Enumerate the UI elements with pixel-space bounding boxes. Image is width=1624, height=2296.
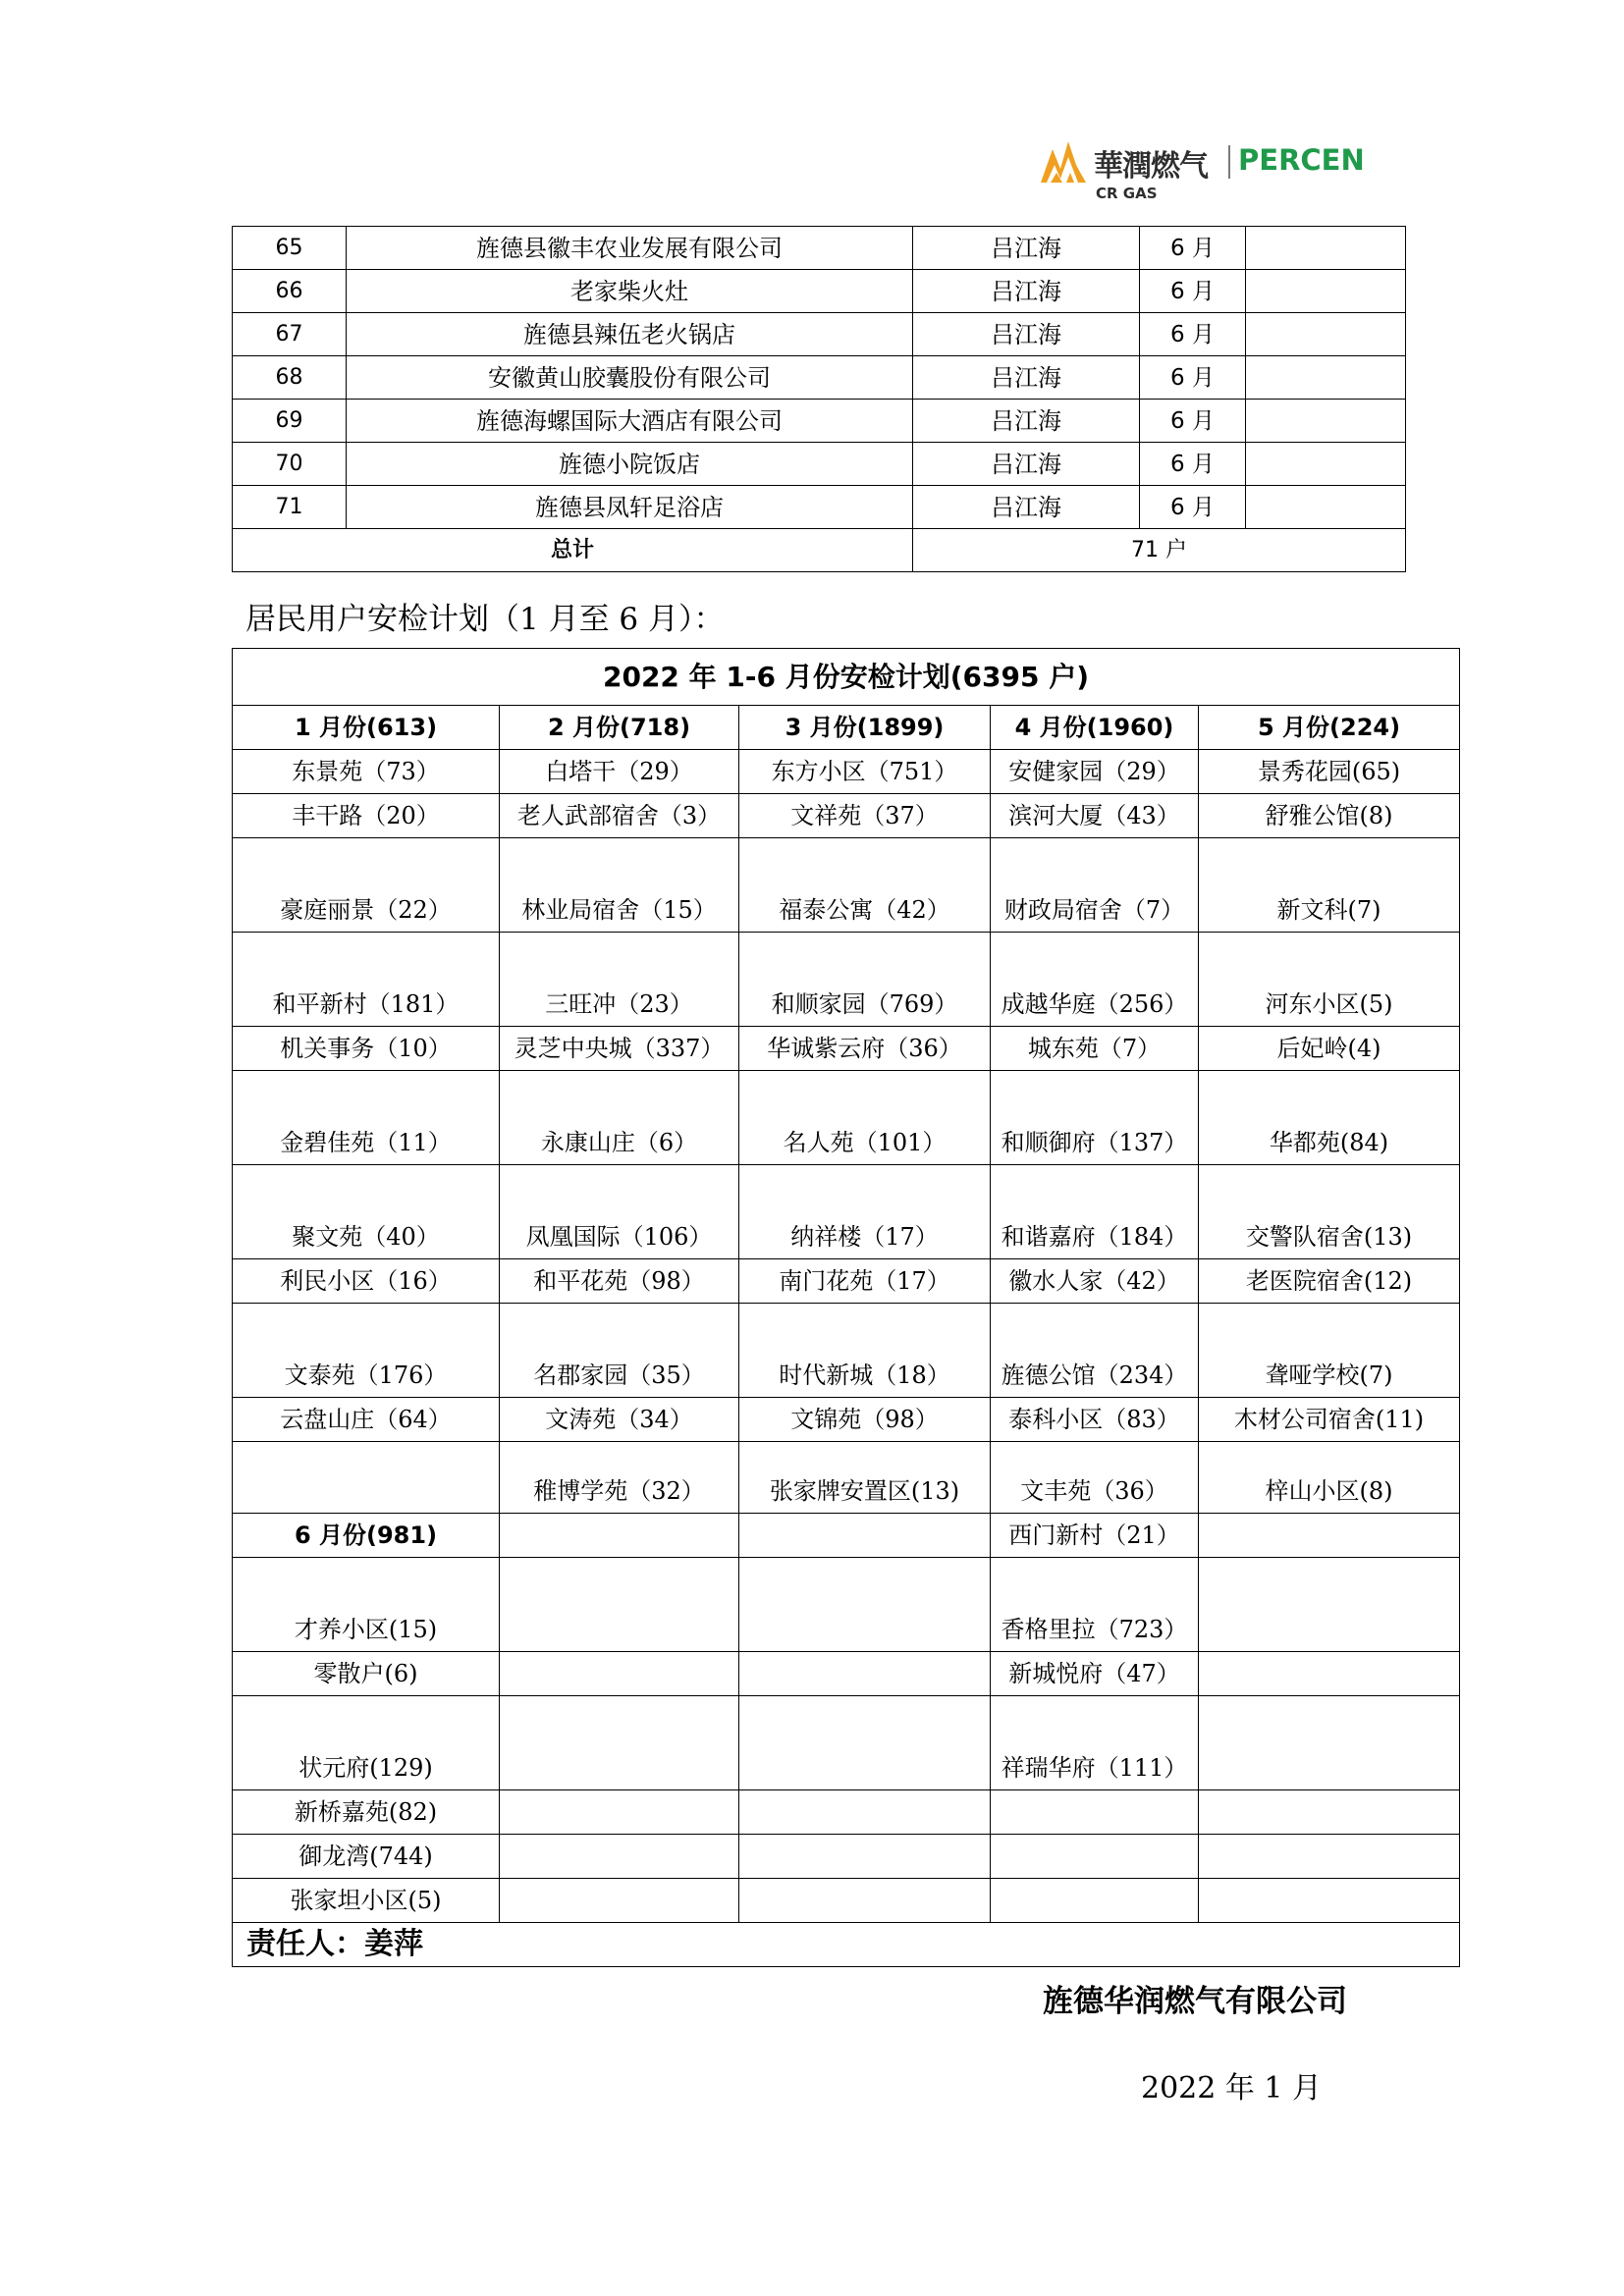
cell-name: 安徽黄山胶囊股份有限公司 <box>347 356 913 400</box>
plan-cell: 和平花苑（98） <box>500 1259 739 1304</box>
inspection-plan-table <box>232 648 1460 1967</box>
plan-cell: 河东小区(5) <box>1199 933 1460 1027</box>
plan-cell: 财政局宿舍（7） <box>991 838 1199 933</box>
plan-row <box>233 1304 1460 1398</box>
plan-cell <box>1199 1652 1460 1696</box>
cell-name: 旌德县徽丰农业发展有限公司 <box>347 227 913 270</box>
plan-cell <box>739 1835 991 1879</box>
plan-row <box>233 1398 1460 1442</box>
plan-cell: 云盘山庄（64） <box>233 1398 500 1442</box>
plan-cell: 祥瑞华府（111） <box>991 1696 1199 1790</box>
business-users-table <box>232 226 1406 572</box>
section-title: 居民用户安检计划（1 月至 6 月）： <box>245 602 725 637</box>
plan-cell: 新文科(7) <box>1199 838 1460 933</box>
plan-cell <box>991 1790 1199 1835</box>
plan-cell <box>991 1835 1199 1879</box>
plan-cell: 香格里拉（723） <box>991 1558 1199 1652</box>
cell-note <box>1246 443 1406 486</box>
cell-name: 旌德县辣伍老火锅店 <box>347 313 913 356</box>
cell-note <box>1246 400 1406 443</box>
plan-cell <box>739 1696 991 1790</box>
total-row <box>233 529 1406 572</box>
plan-cell <box>500 1514 739 1558</box>
cell-month: 6 月 <box>1140 270 1246 313</box>
plan-cell: 安健家园（29） <box>991 750 1199 794</box>
plan-cell: 和顺家园（769） <box>739 933 991 1027</box>
plan-cell: 滨河大厦（43） <box>991 794 1199 838</box>
cell-note <box>1246 313 1406 356</box>
total-value: 71 户 <box>913 529 1406 572</box>
cell-person: 吕江海 <box>913 356 1140 400</box>
plan-cell <box>233 1442 500 1514</box>
plan-cell: 张家牌安置区(13) <box>739 1442 991 1514</box>
cell-name: 旌德海螺国际大酒店有限公司 <box>347 400 913 443</box>
plan-cell: 城东苑（7） <box>991 1027 1199 1071</box>
cr-gas-mountain-icon <box>1039 135 1088 185</box>
plan-cell <box>1199 1558 1460 1652</box>
responsible-row <box>233 1923 1460 1967</box>
plan-cell: 交警队宿舍(13) <box>1199 1165 1460 1259</box>
plan-cell: 景秀花园(65) <box>1199 750 1460 794</box>
plan-cell: 豪庭丽景（22） <box>233 838 500 933</box>
cell-person: 吕江海 <box>913 227 1140 270</box>
plan-cell <box>991 1879 1199 1923</box>
plan-cell: 华都苑(84) <box>1199 1071 1460 1165</box>
plan-cell <box>500 1835 739 1879</box>
table-row <box>233 356 1406 400</box>
plan-cell: 张家坦小区(5) <box>233 1879 500 1923</box>
plan-row <box>233 1879 1460 1923</box>
cell-month: 6 月 <box>1140 443 1246 486</box>
plan-cell: 三旺冲（23） <box>500 933 739 1027</box>
table-row <box>233 270 1406 313</box>
plan-cell: 新桥嘉苑(82) <box>233 1790 500 1835</box>
plan-cell: 状元府(129) <box>233 1696 500 1790</box>
month-header: 1 月份(613) <box>233 706 500 750</box>
plan-row <box>233 1027 1460 1071</box>
logo-subtitle: CR GAS <box>1096 185 1158 202</box>
plan-title-row <box>233 649 1460 706</box>
plan-cell: 南门花苑（17） <box>739 1259 991 1304</box>
company-logo <box>1039 133 1373 210</box>
plan-cell <box>739 1514 991 1558</box>
plan-row <box>233 1514 1460 1558</box>
plan-cell: 文锦苑（98） <box>739 1398 991 1442</box>
plan-cell: 老医院宿舍(12) <box>1199 1259 1460 1304</box>
responsible-person: 责任人：姜萍 <box>233 1923 1460 1967</box>
plan-cell: 金碧佳苑（11） <box>233 1071 500 1165</box>
total-label: 总计 <box>233 529 913 572</box>
plan-cell: 新城悦府（47） <box>991 1652 1199 1696</box>
plan-cell: 成越华庭（256） <box>991 933 1199 1027</box>
logo-divider <box>1228 145 1230 179</box>
plan-cell: 白塔干（29） <box>500 750 739 794</box>
cell-month: 6 月 <box>1140 486 1246 529</box>
plan-cell: 梓山小区(8) <box>1199 1442 1460 1514</box>
cell-person: 吕江海 <box>913 270 1140 313</box>
plan-cell <box>500 1652 739 1696</box>
plan-cell <box>1199 1514 1460 1558</box>
plan-row <box>233 1071 1460 1165</box>
plan-row <box>233 794 1460 838</box>
plan-cell: 旌德公馆（234） <box>991 1304 1199 1398</box>
cell-month: 6 月 <box>1140 356 1246 400</box>
cell-no: 65 <box>233 227 347 270</box>
plan-cell: 聋哑学校(7) <box>1199 1304 1460 1398</box>
table-row <box>233 443 1406 486</box>
plan-cell: 名人苑（101） <box>739 1071 991 1165</box>
plan-cell: 丰干路（20） <box>233 794 500 838</box>
plan-cell <box>500 1790 739 1835</box>
plan-title: 2022 年 1-6 月份安检计划(6395 户) <box>233 649 1460 706</box>
month-header: 3 月份(1899) <box>739 706 991 750</box>
plan-cell <box>1199 1835 1460 1879</box>
plan-cell: 御龙湾(744) <box>233 1835 500 1879</box>
month-header: 4 月份(1960) <box>991 706 1199 750</box>
cell-no: 66 <box>233 270 347 313</box>
plan-cell: 聚文苑（40） <box>233 1165 500 1259</box>
plan-cell: 华诚紫云府（36） <box>739 1027 991 1071</box>
plan-cell: 泰科小区（83） <box>991 1398 1199 1442</box>
plan-cell <box>500 1558 739 1652</box>
plan-cell: 西门新村（21） <box>991 1514 1199 1558</box>
month-header-row <box>233 706 1460 750</box>
plan-cell: 木材公司宿舍(11) <box>1199 1398 1460 1442</box>
cell-note <box>1246 356 1406 400</box>
plan-cell: 和顺御府（137） <box>991 1071 1199 1165</box>
cell-month: 6 月 <box>1140 400 1246 443</box>
plan-cell: 灵芝中央城（337） <box>500 1027 739 1071</box>
cell-month: 6 月 <box>1140 227 1246 270</box>
plan-cell <box>1199 1696 1460 1790</box>
plan-cell: 零散户(6) <box>233 1652 500 1696</box>
plan-cell: 永康山庄（6） <box>500 1071 739 1165</box>
plan-cell: 东景苑（73） <box>233 750 500 794</box>
plan-cell <box>500 1696 739 1790</box>
plan-row <box>233 1259 1460 1304</box>
plan-row <box>233 1696 1460 1790</box>
plan-row <box>233 750 1460 794</box>
plan-cell: 稚博学苑（32） <box>500 1442 739 1514</box>
plan-row <box>233 1558 1460 1652</box>
plan-cell: 利民小区（16） <box>233 1259 500 1304</box>
table-row <box>233 400 1406 443</box>
plan-row <box>233 933 1460 1027</box>
table-row <box>233 227 1406 270</box>
month-header: 5 月份(224) <box>1199 706 1460 750</box>
cell-person: 吕江海 <box>913 486 1140 529</box>
plan-row <box>233 1790 1460 1835</box>
plan-row <box>233 1835 1460 1879</box>
cell-name: 老家柴火灶 <box>347 270 913 313</box>
cell-note <box>1246 486 1406 529</box>
table-row <box>233 486 1406 529</box>
plan-cell: 福泰公寓（42） <box>739 838 991 933</box>
plan-cell: 文泰苑（176） <box>233 1304 500 1398</box>
plan-cell: 文涛苑（34） <box>500 1398 739 1442</box>
plan-cell: 林业局宿舍（15） <box>500 838 739 933</box>
plan-cell: 文祥苑（37） <box>739 794 991 838</box>
cell-no: 71 <box>233 486 347 529</box>
plan-row <box>233 1442 1460 1514</box>
table-row <box>233 313 1406 356</box>
plan-cell: 纳祥楼（17） <box>739 1165 991 1259</box>
plan-cell <box>1199 1879 1460 1923</box>
plan-cell <box>739 1558 991 1652</box>
cell-person: 吕江海 <box>913 443 1140 486</box>
cell-name: 旌德县凤轩足浴店 <box>347 486 913 529</box>
plan-cell: 东方小区（751） <box>739 750 991 794</box>
plan-row <box>233 1652 1460 1696</box>
plan-cell: 名郡家园（35） <box>500 1304 739 1398</box>
plan-cell: 老人武部宿舍（3） <box>500 794 739 838</box>
plan-row <box>233 1165 1460 1259</box>
cell-note <box>1246 270 1406 313</box>
plan-cell: 6 月份(981) <box>233 1514 500 1558</box>
plan-cell: 凤凰国际（106） <box>500 1165 739 1259</box>
logo-english-text: PERCEN <box>1238 143 1365 177</box>
plan-cell <box>739 1879 991 1923</box>
plan-cell: 时代新城（18） <box>739 1304 991 1398</box>
cell-no: 67 <box>233 313 347 356</box>
plan-cell <box>739 1790 991 1835</box>
plan-cell: 徽水人家（42） <box>991 1259 1199 1304</box>
plan-cell: 才养小区(15) <box>233 1558 500 1652</box>
plan-row <box>233 838 1460 933</box>
footer-date: 2022 年 1 月 <box>1141 2071 1323 2106</box>
plan-cell: 机关事务（10） <box>233 1027 500 1071</box>
cell-month: 6 月 <box>1140 313 1246 356</box>
plan-cell <box>739 1652 991 1696</box>
cell-note <box>1246 227 1406 270</box>
plan-cell: 文丰苑（36） <box>991 1442 1199 1514</box>
cell-no: 69 <box>233 400 347 443</box>
plan-cell <box>500 1879 739 1923</box>
cell-person: 吕江海 <box>913 400 1140 443</box>
cell-no: 70 <box>233 443 347 486</box>
plan-cell: 后妃岭(4) <box>1199 1027 1460 1071</box>
footer-company: 旌德华润燃气有限公司 <box>1043 1984 1347 2019</box>
cell-person: 吕江海 <box>913 313 1140 356</box>
plan-cell: 和谐嘉府（184） <box>991 1165 1199 1259</box>
plan-cell: 和平新村（181） <box>233 933 500 1027</box>
plan-cell <box>1199 1790 1460 1835</box>
cell-name: 旌德小院饭店 <box>347 443 913 486</box>
plan-cell: 舒雅公馆(8) <box>1199 794 1460 838</box>
logo-chinese-text: 華潤燃气 <box>1094 149 1208 184</box>
cell-no: 68 <box>233 356 347 400</box>
month-header: 2 月份(718) <box>500 706 739 750</box>
